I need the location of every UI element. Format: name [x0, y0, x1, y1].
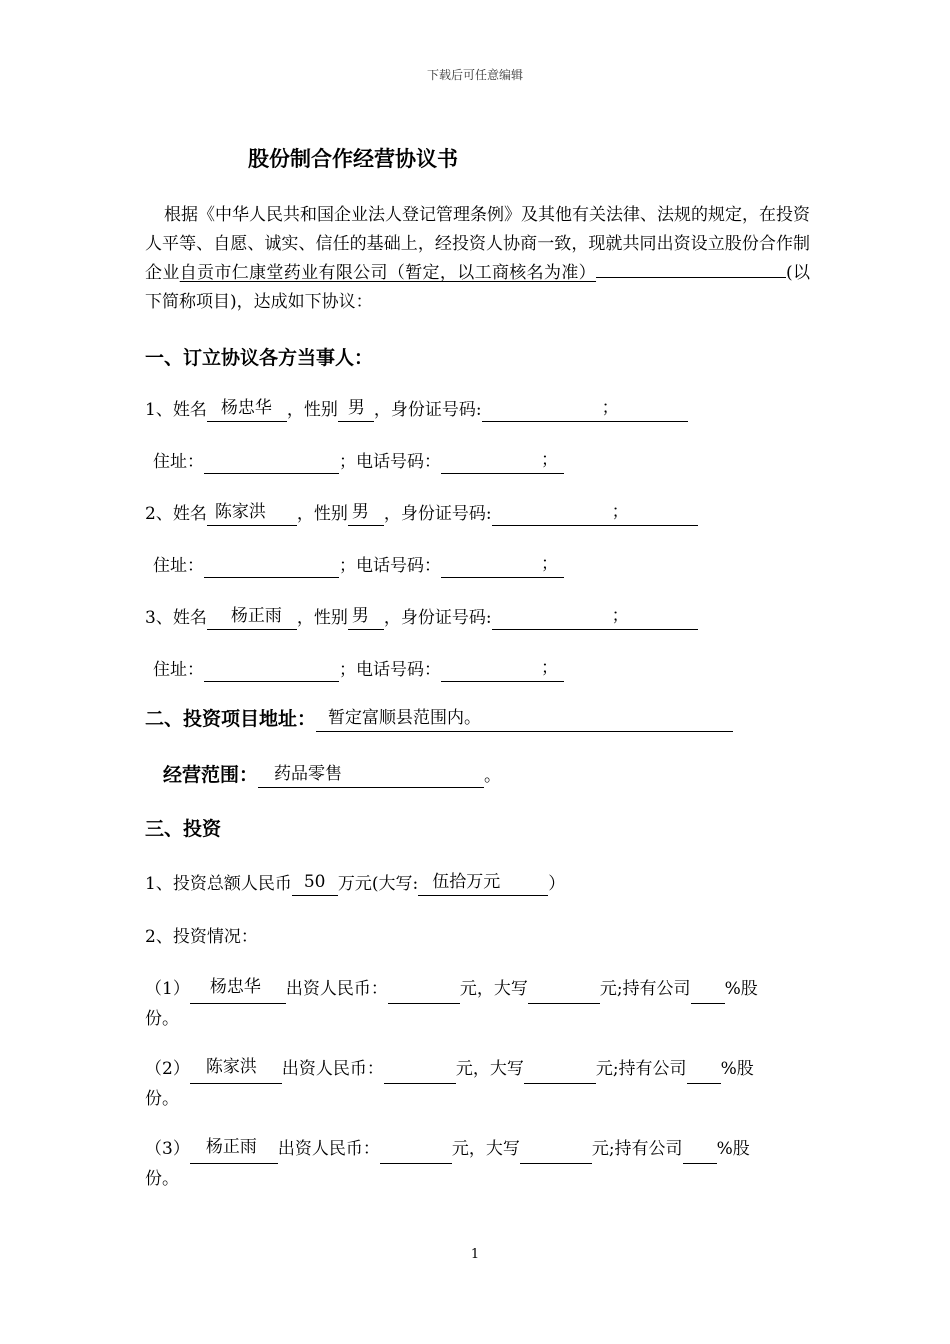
party-contact-row-3 — [153, 658, 564, 682]
hold-label: 元;持有公司 — [591, 1139, 683, 1159]
party-contact-row-1 — [153, 450, 564, 474]
page-header-note: 下载后可任意编辑 — [426, 68, 523, 82]
total-close: ） — [548, 874, 566, 894]
total-words-blank — [418, 872, 548, 896]
gender-blank — [348, 502, 384, 526]
party-name: 杨正雨 — [230, 606, 282, 626]
gender-value: 男 — [347, 398, 365, 418]
scope-row — [163, 762, 501, 788]
phone-blank — [441, 658, 564, 682]
invest-label: 出资人民币： — [281, 1059, 384, 1079]
id-blank — [492, 606, 698, 630]
address-label: 住址： — [153, 660, 204, 680]
scope-value: 药品零售 — [274, 764, 343, 784]
gender-label: ，性别 — [296, 608, 348, 628]
party-name-blank — [207, 502, 297, 526]
id-blank — [492, 502, 698, 526]
gender-blank — [348, 606, 384, 630]
section3-heading: 三、投资 — [145, 818, 222, 840]
investor-row-1 — [145, 974, 810, 1034]
total-amount-blank — [292, 872, 338, 896]
hold-label: 元;持有公司 — [599, 979, 691, 999]
section2-heading: 二、投资项目地址： — [145, 708, 317, 730]
party-contact-row-2 — [153, 554, 564, 578]
party-row-1 — [145, 398, 688, 422]
scope-label: 经营范围： — [163, 764, 259, 786]
phone-semicolon: ； — [541, 450, 558, 470]
total-amount: 50 — [303, 872, 326, 892]
phone-semicolon: ； — [541, 658, 558, 678]
party-no: 2、姓名 — [145, 504, 207, 524]
scope-blank — [258, 765, 484, 788]
party-no: 3、姓名 — [145, 608, 207, 628]
percent-blank — [683, 1143, 717, 1164]
scope-end: 。 — [484, 766, 502, 786]
total-words: 伍拾万元 — [432, 872, 501, 892]
investor-name-blank — [190, 1137, 278, 1164]
address-blank — [204, 455, 339, 474]
investor-name-blank — [190, 1057, 282, 1084]
hold-label: 元;持有公司 — [595, 1059, 687, 1079]
intro-paragraph — [145, 201, 810, 317]
address-label: 住址： — [153, 556, 204, 576]
document-title: 股份制合作经营协议书 — [248, 147, 458, 171]
phone-label: ；电话号码： — [339, 556, 441, 576]
situation-label: 2、投资情况： — [145, 927, 258, 947]
invest-label: 出资人民币： — [277, 1139, 380, 1159]
intro-text-1: 根据《中华人民共和国企业法人登记管理条例》及其他有关法律、法规的规定，在投资人平等、自愿、诚实、信任的基础上，经投资人协商一致，现就共同出资设立股份合作制企业 — [145, 205, 810, 283]
investor-row-3 — [145, 1134, 810, 1194]
investor-name: 杨忠华 — [209, 977, 261, 997]
investor-name: 杨正雨 — [205, 1137, 257, 1157]
company-blank — [596, 277, 786, 278]
phone-semicolon: ； — [541, 554, 558, 574]
party-name-blank — [207, 606, 297, 630]
share-end: 份。 — [145, 1169, 179, 1189]
percent-blank — [691, 983, 725, 1004]
daxie-blank — [528, 983, 600, 1004]
daxie-label: 元，大写 — [455, 1059, 524, 1079]
daxie-label: 元，大写 — [451, 1139, 520, 1159]
gender-label: ，性别 — [296, 504, 348, 524]
invest-label: 出资人民币： — [285, 979, 388, 999]
investor-no: （3） — [145, 1139, 190, 1159]
investor-name: 陈家洪 — [205, 1057, 257, 1077]
address-blank — [204, 663, 339, 682]
share-end: 份。 — [145, 1009, 179, 1029]
phone-blank — [441, 450, 564, 474]
id-semicolon: ； — [611, 502, 629, 522]
project-address-blank — [316, 709, 733, 732]
total-prefix: 1、投资总额人民币 — [145, 874, 292, 894]
id-label: ，身份证号码: — [383, 504, 492, 524]
gender-value: 男 — [351, 606, 369, 626]
party-name: 陈家洪 — [214, 502, 266, 522]
company-name: 自贡市仁康堂药业有限公司（暂定，以工商核名为准） — [179, 263, 597, 283]
daxie-label: 元，大写 — [459, 979, 528, 999]
percent-blank — [687, 1063, 721, 1084]
invest-amount-blank — [384, 1063, 456, 1084]
id-semicolon: ； — [601, 398, 619, 418]
percent-tail: %股 — [724, 979, 758, 999]
percent-tail: %股 — [716, 1139, 750, 1159]
invest-amount-blank — [388, 983, 460, 1004]
total-unit: 万元(大写: — [337, 874, 419, 894]
investor-row-2 — [145, 1054, 810, 1114]
phone-blank — [441, 554, 564, 578]
invest-amount-blank — [380, 1143, 452, 1164]
percent-tail: %股 — [720, 1059, 754, 1079]
page-number: 1 — [470, 1247, 480, 1262]
party-name: 杨忠华 — [220, 398, 272, 418]
id-label: ，身份证号码: — [373, 400, 482, 420]
party-row-2 — [145, 502, 698, 526]
investor-no: （1） — [145, 979, 190, 999]
share-end: 份。 — [145, 1089, 179, 1109]
party-name-blank — [207, 398, 287, 422]
party-row-3 — [145, 606, 698, 630]
gender-blank — [338, 398, 374, 422]
phone-label: ；电话号码： — [339, 452, 441, 472]
phone-label: ；电话号码： — [339, 660, 441, 680]
party-no: 1、姓名 — [145, 400, 207, 420]
section2-row — [145, 706, 733, 732]
total-investment-row — [145, 872, 565, 896]
gender-label: ，性别 — [286, 400, 338, 420]
investor-name-blank — [190, 977, 286, 1004]
address-label: 住址： — [153, 452, 204, 472]
id-semicolon: ； — [611, 606, 629, 626]
gender-value: 男 — [351, 502, 369, 522]
daxie-blank — [520, 1143, 592, 1164]
daxie-blank — [524, 1063, 596, 1084]
project-address-value: 暂定富顺县范围内。 — [328, 708, 482, 728]
investor-no: （2） — [145, 1059, 190, 1079]
address-blank — [204, 559, 339, 578]
section1-heading: 一、订立协议各方当事人： — [145, 347, 374, 369]
id-blank — [482, 398, 688, 422]
id-label: ，身份证号码: — [383, 608, 492, 628]
intro-text-2: (以下简称项目)，达成如下协议： — [145, 263, 811, 312]
